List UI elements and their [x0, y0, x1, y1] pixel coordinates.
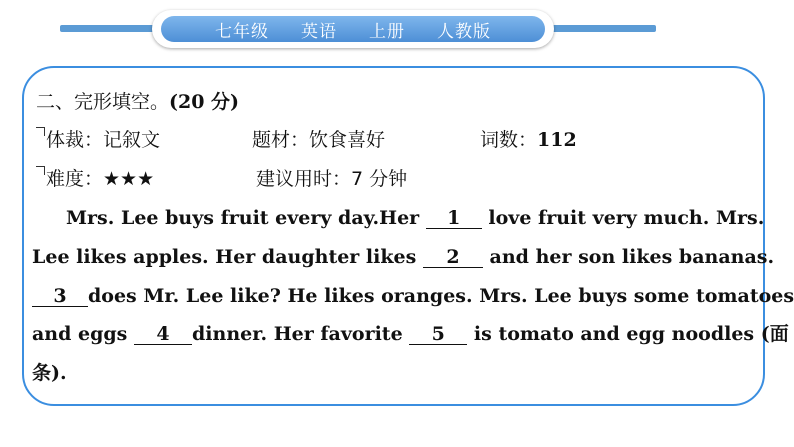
passage-line-2 [32, 245, 774, 269]
meta-words [480, 128, 577, 152]
time-label: 建议用时： [256, 168, 352, 190]
genre-label: 体裁： [46, 129, 104, 151]
blank-4: 4 [134, 324, 192, 345]
section-title: 二、完形填空。 [36, 91, 170, 113]
corner-mark-icon [36, 127, 45, 136]
topic-label: 题材： [252, 129, 310, 151]
words-label: 词数： [480, 129, 538, 151]
passage-text: is tomato and egg noodles (面 [467, 323, 789, 345]
header-banner-inner [161, 16, 545, 42]
words-value: 112 [537, 129, 577, 151]
blank-3: 3 [32, 286, 88, 307]
header-edition: 人教版 [437, 21, 491, 42]
blank-5: 5 [409, 324, 467, 345]
exercise-card [22, 66, 765, 406]
passage-line-5 [32, 361, 67, 385]
header-subject: 英语 [301, 21, 337, 42]
passage-text: and her son likes bananas. [482, 246, 775, 268]
meta-line-1 [46, 128, 160, 152]
passage-text: and eggs [32, 323, 134, 345]
blank-2: 2 [423, 247, 483, 268]
passage-line-1 [66, 206, 764, 230]
time-value: 7 分钟 [351, 168, 408, 190]
meta-line-2 [46, 167, 154, 191]
section-title-line [36, 90, 239, 114]
passage-text: love fruit very much. Mrs. [481, 207, 765, 229]
passage-text: Lee likes apples. Her daughter likes [32, 246, 423, 268]
passage-text: dinner. Her favorite [192, 323, 410, 345]
passage-line-3 [32, 284, 794, 308]
genre-value: 记叙文 [103, 129, 161, 151]
section-score: (20 分) [169, 91, 240, 113]
corner-mark-icon [36, 166, 45, 175]
header-line-left [60, 25, 160, 32]
topic-value: 饮食喜好 [309, 129, 386, 151]
blank-1: 1 [426, 208, 482, 229]
header-grade: 七年级 [215, 21, 269, 42]
difficulty-stars-icon: ★★★ [103, 168, 155, 190]
meta-time [256, 167, 407, 191]
header-line-right [552, 25, 656, 32]
passage-text: Mrs. Lee buys fruit every day.Her [66, 207, 426, 229]
header-volume: 上册 [369, 21, 405, 42]
passage-text: does Mr. Lee like? He likes oranges. Mrs. Lee buys some tomatoes [88, 285, 794, 307]
header-banner [152, 10, 554, 48]
meta-topic [252, 128, 385, 152]
difficulty-label: 难度： [46, 168, 104, 190]
passage-text: 条). [32, 362, 67, 384]
passage-line-4 [32, 322, 789, 346]
